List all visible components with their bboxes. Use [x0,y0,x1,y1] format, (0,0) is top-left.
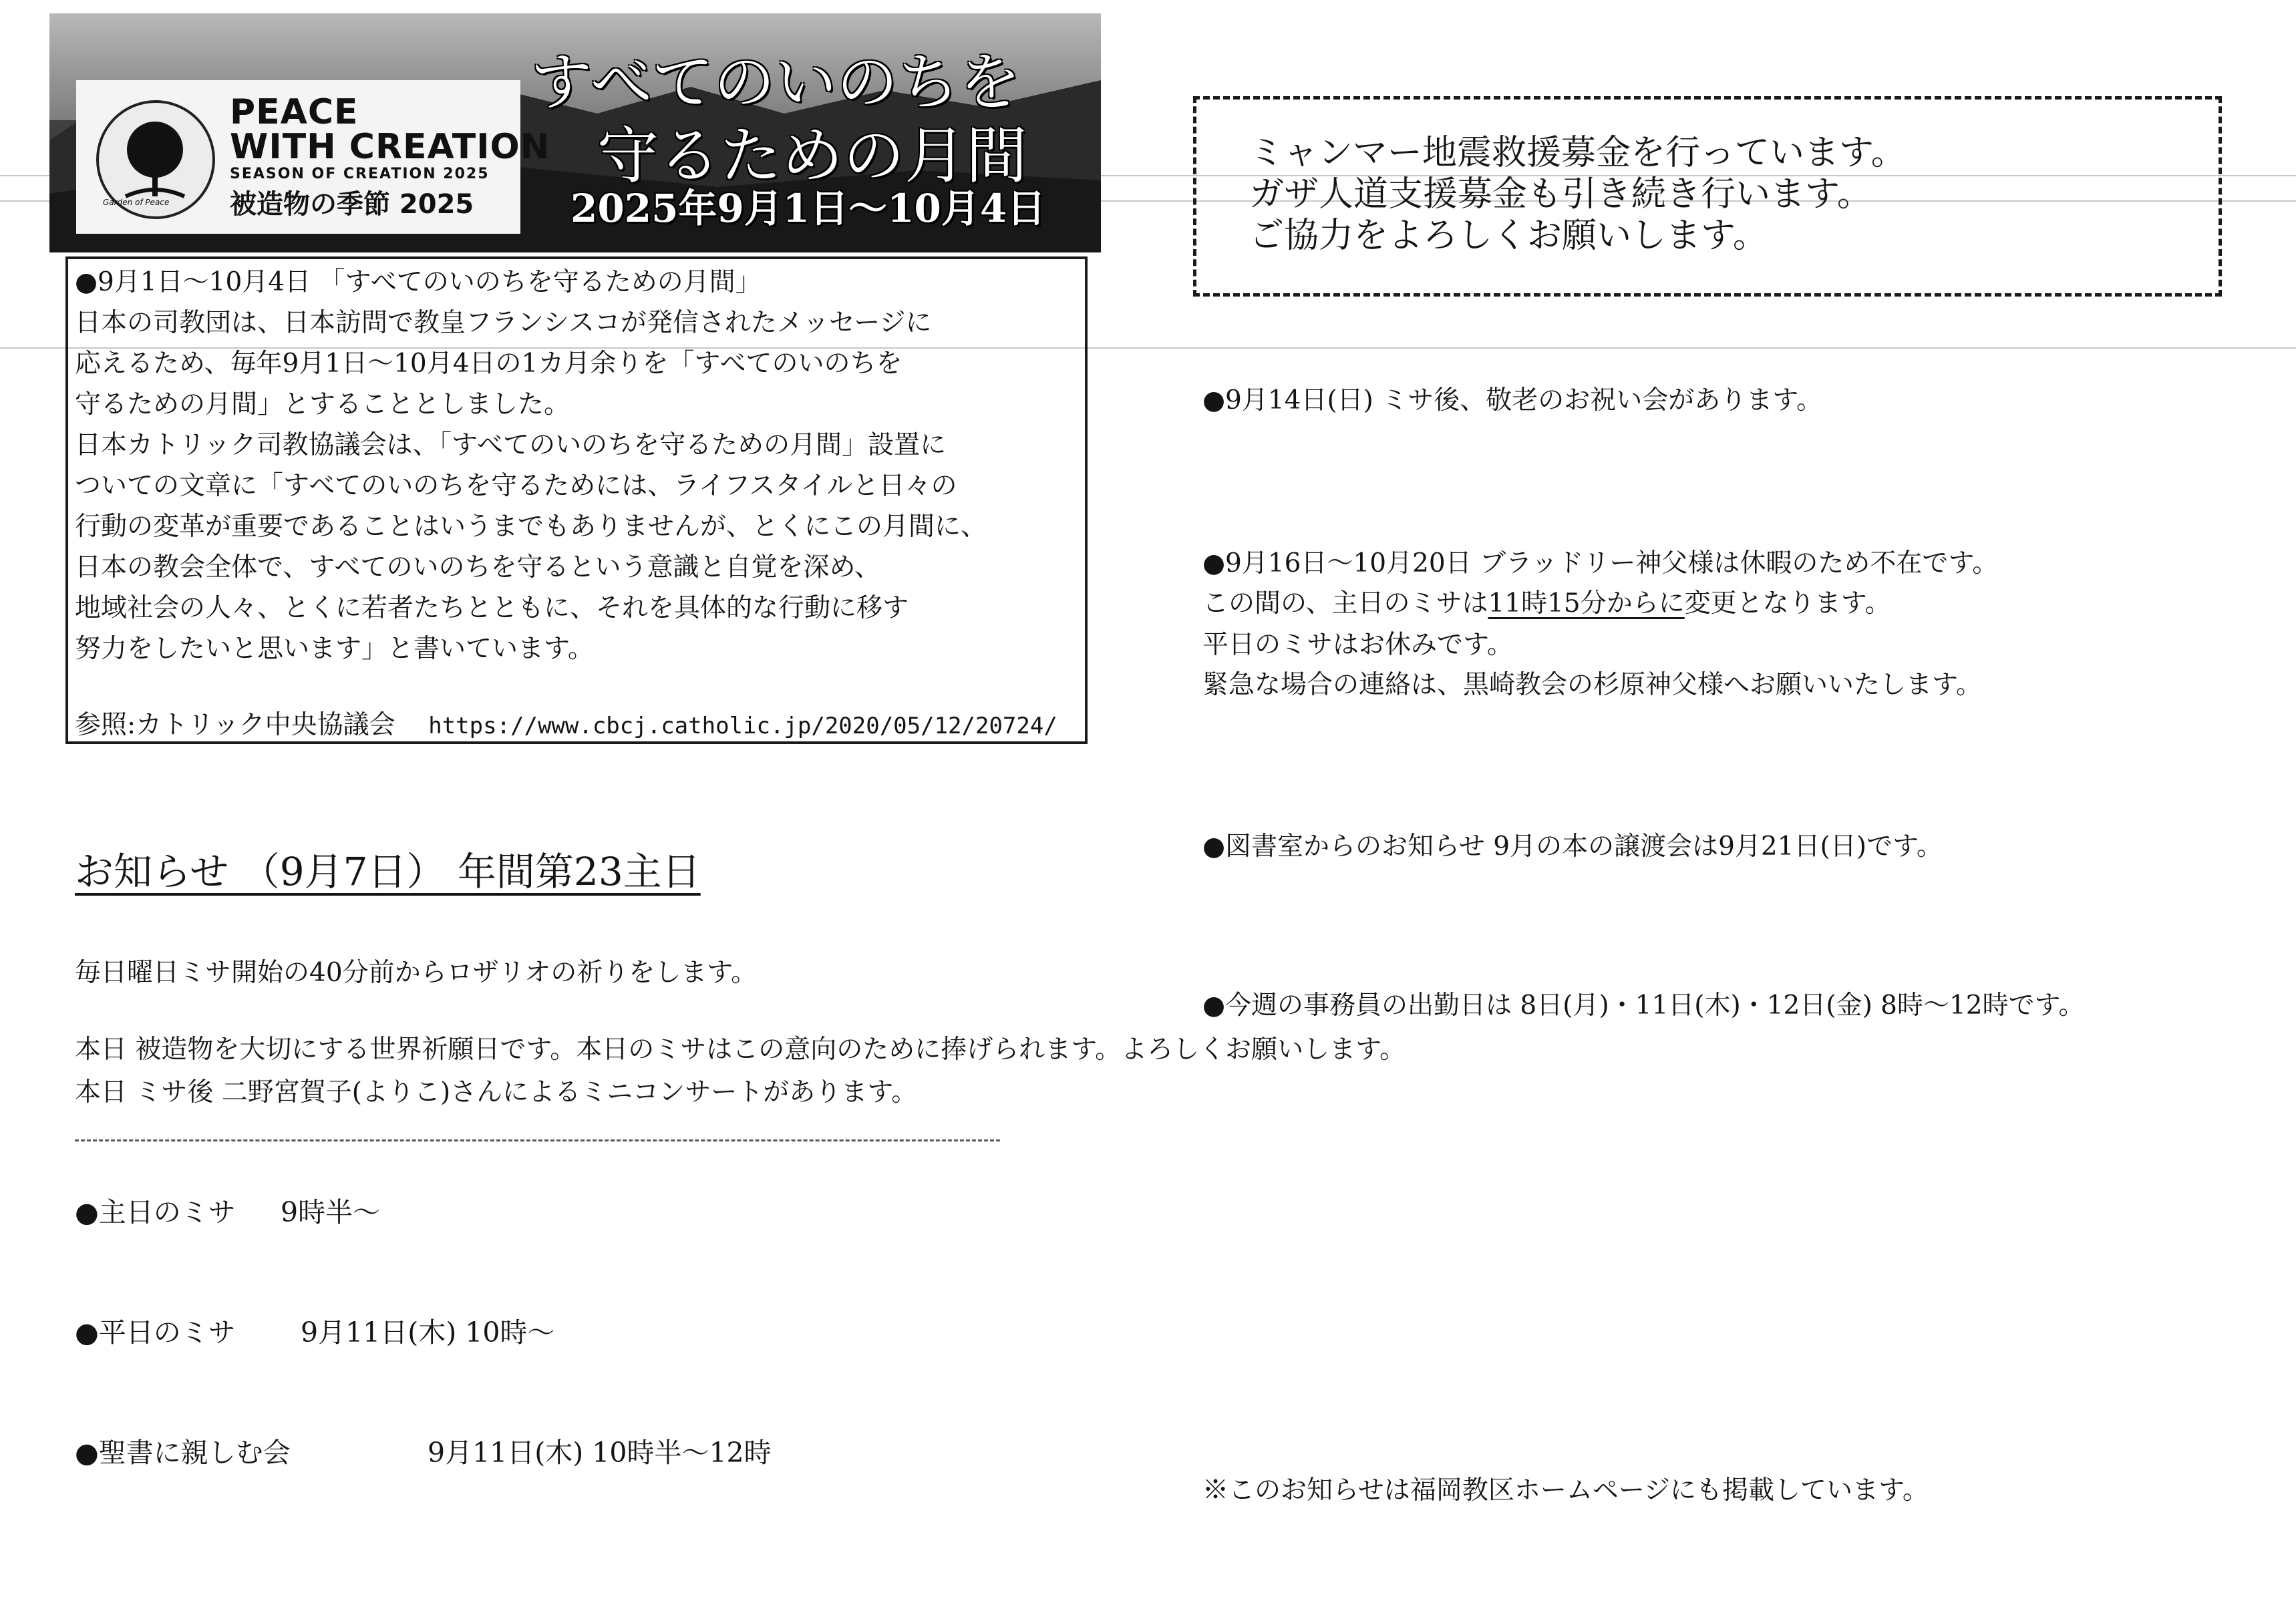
world-day-prayer-notice: 本日 被造物を大切にする世界祈願日です。本日のミサはこの意向のために捧げられます。よろしくお願いします。 [75,1035,1406,1065]
library-notice: ●図書室からのお知らせ 9月の本の譲渡会は9月21日(日)です。 [1202,832,1943,862]
weekday-mass-label: ●平日のミサ [75,1316,236,1349]
donation-line: ご協力をよろしくお願いします。 [1249,216,1768,256]
banner-title-line1: すべてのいのちを [530,47,1021,118]
weekday-mass-time: 9月11日(木) 10時〜 [301,1316,555,1349]
mini-concert-notice: 本日 ミサ後 二野宮賀子(よりこ)さんによるミニコンサートがあります。 [75,1077,918,1107]
banner-title-line2: 守るための月間 [597,120,1028,192]
donation-line: ミャンマー地震救援募金を行っています。 [1249,133,1906,173]
reference-link[interactable]: https://www.cbcj.catholic.jp/2020/05/12/20724/ [428,713,1057,739]
garden-of-peace-label: Garden of Peace [103,198,170,207]
respect-aged-notice: ●9月14日(日) ミサ後、敬老のお祝い会があります。 [1202,385,1823,415]
info-line: 地域社会の人々、とくに若者たちとともに、それを具体的な行動に移す [75,593,909,623]
sunday-mass-change-time: 11時15分からに [1488,588,1685,618]
logo-japanese-title: 被造物の季節 2025 [230,189,474,220]
banner-dates: 2025年9月1日〜10月4日 [570,186,1046,231]
info-line: 日本の司教団は、日本訪問で教皇フランシスコが発信されたメッセージに [75,308,932,338]
info-line: ついての文章に「すべてのいのちを守るためには、ライフスタイルと日々の [75,471,957,501]
priest-absence-notice: ●9月16日〜10月20日 ブラッドリー神父様は休暇のため不在です。 [1202,548,1999,578]
info-line: 日本カトリック司教協議会は、「すべてのいのちを守るための月間」設置に [75,430,947,460]
info-line: 守るための月間」とすることとしました。 [75,389,570,419]
office-hours-notice: ●今週の事務員の出勤日は 8日(月)・11日(木)・12日(金) 8時〜12時です。 [1202,991,2085,1021]
donation-line: ガザ人道支援募金も引き続き行います。 [1249,174,1872,214]
info-line: 日本の教会全体で、すべてのいのちを守るという意識と自覚を深め、 [75,552,880,582]
logo-title-line1: PEACE [230,92,359,132]
info-line: 努力をしたいと思います」と書いています。 [75,634,594,664]
info-line: 行動の変革が重要であることはいうまでもありませんが、とくにこの月間に、 [75,512,987,542]
sunday-mass-change-pre: この間の、主日のミサは [1202,588,1488,618]
rosary-notice: 毎日曜日ミサ開始の40分前からロザリオの祈りをします。 [75,958,758,988]
logo-title-line2: WITH CREATION [230,127,550,167]
reference-label: 参照:カトリック中央協議会 [75,710,395,740]
emergency-contact-line: 緊急な場合の連絡は、黒崎教会の杉原神父様へお願いいたします。 [1202,670,1982,700]
season-of-creation-banner [49,13,1101,252]
info-line: 応えるため、毎年9月1日〜10月4日の1カ月余りを「すべてのいのちを [75,349,903,379]
logo-subtitle: SEASON OF CREATION 2025 [230,166,490,182]
sunday-mass-change-line [1202,582,1891,620]
footer-note: ※このお知らせは福岡教区ホームページにも掲載しています。 [1202,1475,1929,1505]
section-divider [75,1139,1000,1141]
sunday-mass-label: ●主日のミサ [75,1196,236,1228]
sunday-mass-change-post: 変更となります。 [1684,588,1891,618]
weekday-mass-off-line: 平日のミサはお休みです。 [1202,630,1513,660]
bible-study-label: ●聖書に親しむ会 [75,1437,291,1469]
reference-line [75,705,1057,747]
sunday-mass-time: 9時半〜 [281,1196,381,1228]
info-line: ●9月1日〜10月4日 「すべてのいのちを守るための月間」 [75,267,762,297]
bible-study-time: 9月11日(木) 10時半〜12時 [428,1437,772,1469]
notice-heading: お知らせ （9月7日） 年間第23主日 [75,849,701,894]
